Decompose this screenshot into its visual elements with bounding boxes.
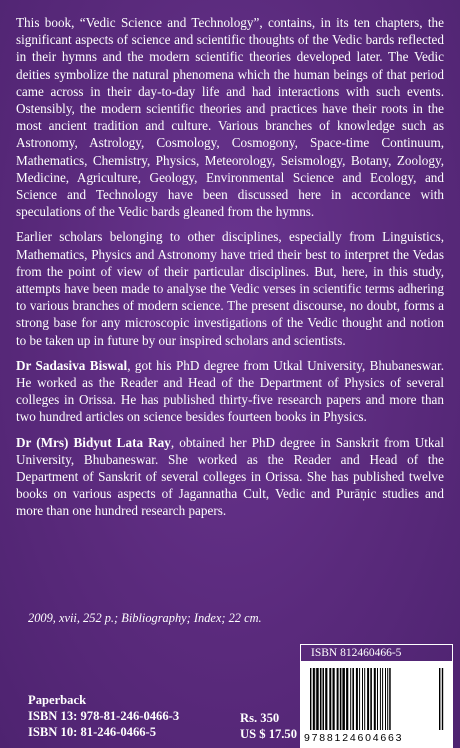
- barcode-bar: [342, 668, 345, 730]
- barcode-bar: [367, 668, 369, 730]
- barcode-bar: [389, 668, 391, 730]
- prices: [240, 710, 297, 742]
- barcode-bar: [387, 668, 388, 730]
- barcode-bar: [310, 668, 311, 730]
- isbn-label-box: ISBN 812460466-5: [300, 644, 453, 662]
- barcode-bar: [325, 668, 327, 730]
- author-bio-text-2: , obtained her PhD degree in Sanskrit from Utkal University, Bhubaneswar. She worked as the Reader and Head of the Department of Sanskrit of several colleges in Orissa. She has published twelve books on various aspects of Jagannatha Cult, Vedic and Purāṇic studies and more than one hundred research papers.: [16, 434, 444, 519]
- author-name-1: Dr Sadasiva Biswal: [16, 357, 128, 373]
- bibliographic-citation: 2009, xvii, 252 p.; Bibliography; Index; 22 cm.: [28, 611, 262, 625]
- author-bio-text-1: , got his PhD degree from Utkal University, Bhubaneswar. He worked as the Reader and Head of the Department of Physics of several colleges in Orissa. He has published thirty-five research papers and more than two hundred articles on science besides fourteen books in Physics.: [16, 357, 444, 425]
- barcode-bar: [323, 668, 325, 730]
- barcode-bar: [337, 668, 339, 730]
- barcode: [300, 662, 453, 748]
- barcode-bar: [359, 668, 360, 730]
- barcode-bar: [382, 668, 383, 730]
- barcode-bar: [340, 668, 342, 730]
- barcode-bar: [380, 668, 381, 730]
- barcode-bar: [370, 668, 372, 730]
- edition-info: [28, 692, 179, 740]
- author-bio-2: [16, 434, 444, 520]
- barcode-bar: [439, 668, 440, 730]
- description-paragraph-1: This book, “Vedic Science and Technology”, contains, in its ten chapters, the significant aspects of science and scientific thoughts of the Vedic bards reflected in their hymns and the modern scientific theories developed later. The Vedic deities symbolize the natural phenomena which the human beings of that period came across in their day-to-day life and had interactions with such events. Ostensibly, the modern scientific theories and practices have their roots in the most ancient tradition and culture. Various branches of knowledge such as Astronomy, Astrology, Cosmology, Cosmogony, Space-time Continuum, Mathematics, Chemistry, Physics, Meteorology, Seismology, Botany, Zoology, Medicine, Agriculture, Geology, Environmental Science and Ecology, and Science and Technology have been discussed here in accordance with speculations of the Vedic bards gleaned from the hymns.: [16, 15, 444, 220]
- barcode-bar: [346, 668, 348, 730]
- barcode-bar: [333, 668, 335, 730]
- isbn-13: ISBN 13: 978-81-246-0466-3: [28, 709, 180, 723]
- barcode-bar: [329, 668, 331, 730]
- barcode-bar: [350, 668, 351, 730]
- author-name-2: Dr (Mrs) Bidyut Lata Ray: [16, 434, 171, 450]
- blurb: [16, 14, 444, 528]
- barcode-bars: [310, 668, 444, 730]
- author-bio-1: [16, 357, 444, 426]
- price-rupees: Rs. 350: [240, 711, 280, 725]
- barcode-bar: [385, 668, 386, 730]
- barcode-bar: [356, 668, 358, 730]
- binding-label: Paperback: [28, 693, 87, 707]
- barcode-bar: [362, 668, 363, 730]
- barcode-bar: [374, 668, 376, 730]
- barcode-bar: [377, 668, 378, 730]
- barcode-bar: [320, 668, 322, 730]
- barcode-bar: [352, 668, 354, 730]
- barcode-digits: 9788124604663: [304, 732, 404, 744]
- barcode-bar: [364, 668, 365, 730]
- barcode-bar: [314, 668, 315, 730]
- description-paragraph-2: Earlier scholars belonging to other disciplines, especially from Linguistics, Mathematics, Physics and Astronomy have tried their best to interpret the Vedas from the point of view of their particular disciplines. But, here, in this study, attempts have been made to analyse the Vedic verses in scientific terms adhering to various branches of modern science. The present discourse, no doubt, forms a strong base for any microscopic investigations of the Vedic thought and notion to be taken up in future by our inspired scholars and scientists.: [16, 229, 444, 348]
- price-usd: US $ 17.50: [240, 727, 298, 741]
- barcode-bar: [313, 668, 314, 730]
- barcode-bar: [442, 668, 443, 730]
- barcode-bar: [316, 668, 319, 730]
- isbn-10: ISBN 10: 81-246-0466-5: [28, 725, 157, 739]
